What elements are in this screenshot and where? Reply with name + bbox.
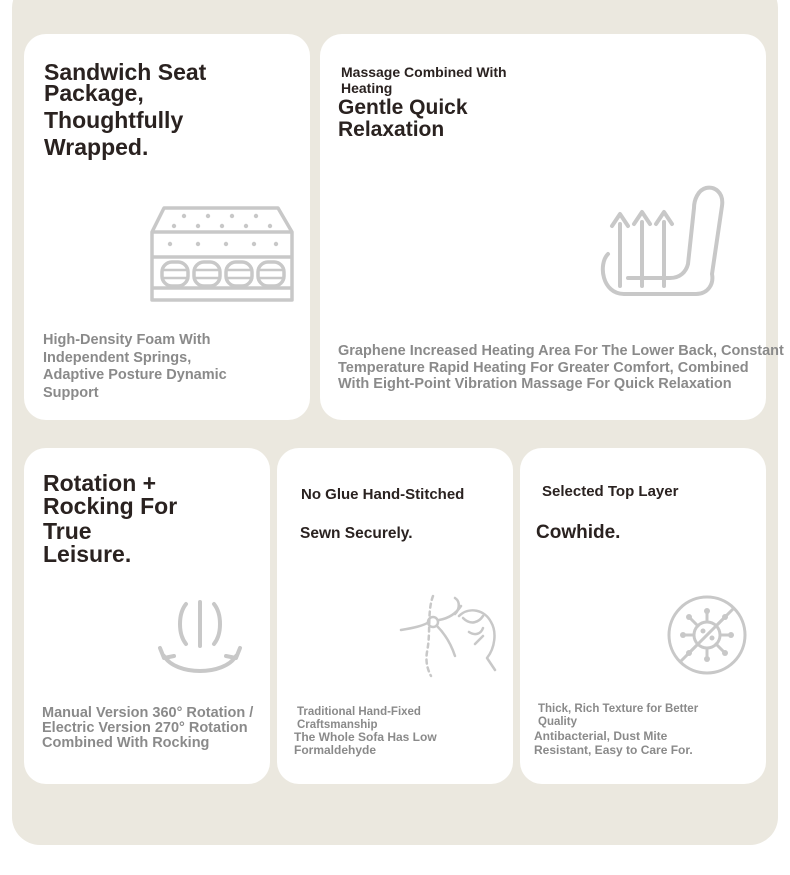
desc-line: Antibacterial, Dust Mite [534,729,668,743]
desc-line: Formaldehyde [294,742,377,757]
hand-stitching-icon [399,592,505,678]
desc-line: The Whole Sofa Has Low [294,730,437,744]
title-line: Package, [44,80,144,106]
card-description [294,731,437,756]
card-massage-heating [320,34,784,420]
desc-line: Electric Version 270° Rotation [42,720,248,736]
desc-line: Combined With Rocking [42,735,210,751]
desc-line: With Eight-Point Vibration Massage For Quick Relaxation [338,376,732,392]
desc-line: Support [43,384,99,401]
desc-line: Temperature Rapid Heating For Greater Comfort, Combined [338,359,749,376]
note-line: Thick, Rich Texture for Better [538,703,699,715]
mattress-spring-icon [148,202,296,306]
card-kicker: Selected Top Layer [542,483,679,500]
note-line: Traditional Hand-Fixed [297,706,421,718]
card-title: Cowhide. [536,522,621,543]
card-title: Sewn Securely. [300,525,413,542]
desc-line: Adaptive Posture Dynamic [43,367,227,383]
card-hand-stitched [277,448,513,784]
desc-line: Independent Springs, [43,349,192,366]
title-line: Relaxation [338,118,445,141]
desc-line: Manual Version 360° Rotation / [42,705,254,721]
card-sandwich-seat [24,34,310,420]
note-line: Craftsmanship [297,718,378,731]
title-line: Rotation + [43,470,157,496]
card-title [44,60,206,160]
title-line: Wrapped. [44,134,149,160]
desc-line: Graphene Increased Heating Area For The Lower Back, Constant [338,343,784,359]
rotation-rocking-icon [156,598,244,678]
title-line: Rocking For [43,493,178,519]
card-note [297,706,421,731]
desc-line: High-Density Foam With [43,332,211,348]
desc-line: Resistant, Easy to Care For. [534,743,693,757]
card-description [534,729,693,757]
kicker-line: Massage Combined With [341,64,507,80]
card-title [338,97,468,141]
title-line: True [43,518,92,544]
card-description [42,706,253,751]
card-note [538,703,698,728]
card-kicker [341,64,507,96]
kicker-line: Heating [341,80,393,96]
title-line: Gentle Quick [338,96,468,119]
antibacterial-icon [665,593,749,677]
note-line: Quality [538,715,577,728]
card-kicker: No Glue Hand-Stitched [301,486,465,503]
card-cowhide [520,448,766,784]
title-line: Thoughtfully [44,107,184,133]
title-line: Sandwich Seat [44,59,207,85]
card-description [43,332,227,402]
heated-seat-icon [598,182,734,304]
card-title [43,472,177,566]
card-description [338,343,784,393]
card-rotation-rocking [24,448,270,784]
title-line: Leisure. [43,541,132,567]
